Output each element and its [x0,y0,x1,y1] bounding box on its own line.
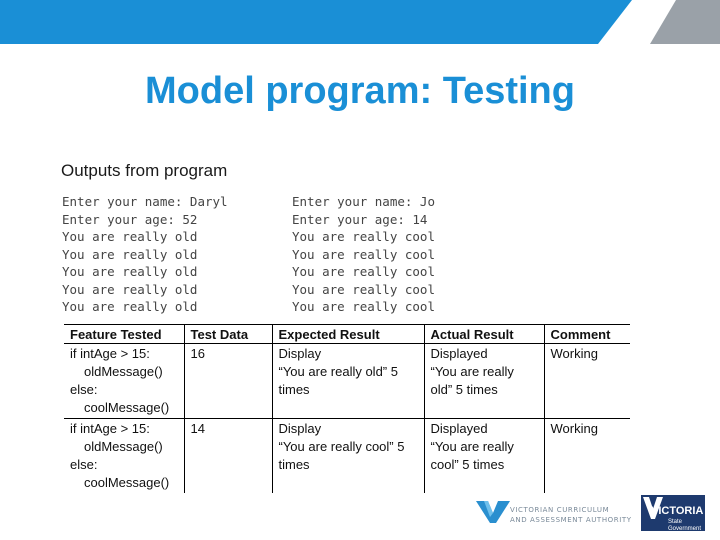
console-line: You are really cool [292,264,435,279]
actual-line: “You are really [430,439,514,454]
console-line: You are really old [62,281,198,297]
test-data-cell: 14 [184,419,272,494]
expected-line: “You are really cool” 5 [278,439,405,454]
actual-line: old” 5 times [430,382,498,397]
actual-line: cool” 5 times [430,457,505,472]
top-banner [0,0,720,44]
console-line: Enter your name: Daryl [62,194,228,209]
console-output-left [62,193,228,316]
vcaa-logo-text [510,505,632,525]
code-line: if intAge > 15: [70,346,150,361]
header-actual-result: Actual Result [424,325,544,344]
vcaa-logo-line: AND ASSESSMENT AUTHORITY [510,516,632,524]
test-data-cell: 16 [184,344,272,419]
console-line: You are really cool [292,246,435,262]
console-line: Enter your age: 52 [62,211,198,227]
victoria-logo-subline: State [668,519,683,525]
console-line: You are really cool [292,299,435,314]
code-line: if intAge > 15: [70,421,150,436]
header-expected-result: Expected Result [272,325,424,344]
feature-cell [64,344,184,419]
console-line: You are really old [62,246,198,262]
actual-line: “You are really [430,364,514,379]
actual-line: Displayed [430,421,488,436]
expected-cell [272,344,424,419]
console-output-right [292,193,435,316]
expected-line: Display [278,421,322,436]
test-table [64,324,630,493]
expected-line: Display [278,346,322,361]
expected-line: times [278,457,310,472]
code-line: coolMessage() [84,400,170,415]
victoria-logo-subline: Government [668,526,702,532]
actual-cell [424,419,544,494]
console-line: You are really old [62,229,198,244]
comment-cell: Working [544,344,630,419]
slide-subtitle: Outputs from program [61,161,228,180]
victoria-logo-name: VICTORIA [651,505,704,517]
code-line: else: [70,457,98,472]
code-line: oldMessage() [84,439,163,454]
header-feature-tested: Feature Tested [64,325,184,344]
console-line: You are really old [62,299,198,314]
expected-cell [272,419,424,494]
actual-line: Displayed [430,346,488,361]
table-row [64,344,630,419]
table-header-row [64,325,630,344]
expected-line: “You are really old” 5 [278,364,398,379]
actual-cell [424,344,544,419]
header-test-data: Test Data [184,325,272,344]
console-line: Enter your age: 14 [292,211,428,227]
console-line: You are really old [62,264,198,279]
slide-title: Model program: Testing [145,70,575,112]
vcaa-logo-line: VICTORIAN CURRICULUM [510,506,610,514]
comment-cell: Working [544,419,630,494]
expected-line: times [278,382,310,397]
console-line: Enter your name: Jo [292,194,435,209]
header-comment: Comment [544,325,630,344]
table-row [64,419,630,494]
feature-cell [64,419,184,494]
console-line: You are really cool [292,229,435,244]
code-line: oldMessage() [84,364,163,379]
code-line: coolMessage() [84,475,170,490]
victoria-logo-subtext [668,519,701,533]
vcaa-logo-icon [476,497,510,525]
console-line: You are really cool [292,281,435,297]
code-line: else: [70,382,98,397]
